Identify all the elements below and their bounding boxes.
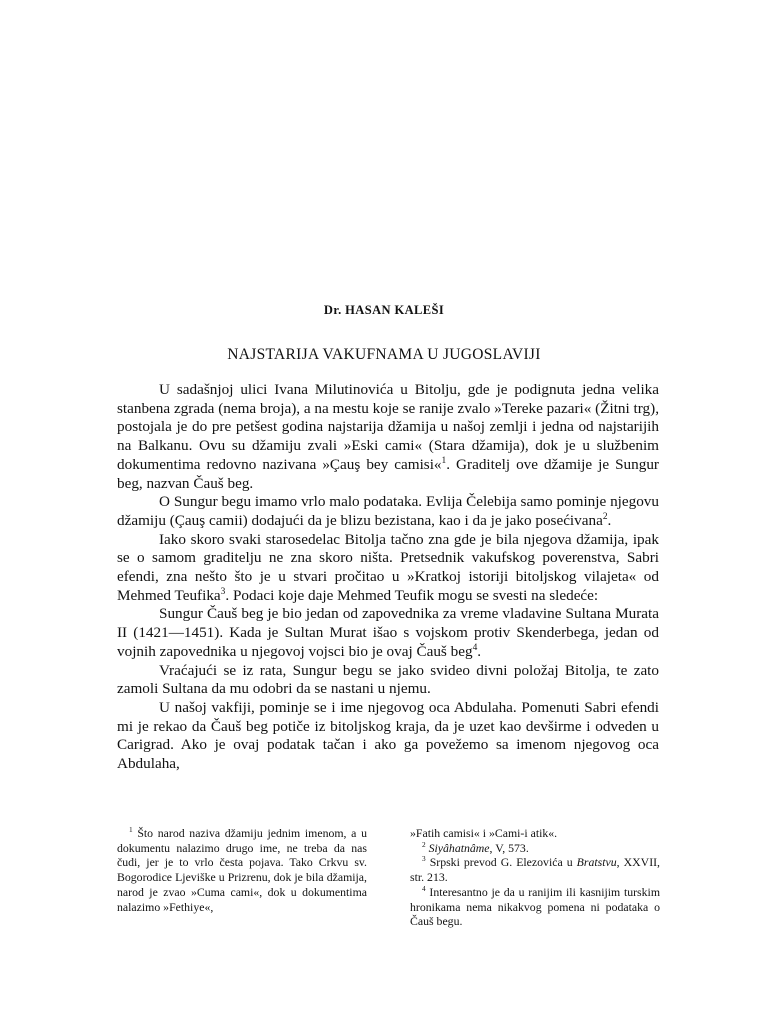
paragraph-5: Vraćajući se iz rata, Sungur begu se jako svideo divni položaj Bitolja, te zato zamoli Sultana da mu odobri da se nastani u njemu. (117, 661, 659, 698)
footnote-italic-title: Bratstvu (576, 855, 617, 870)
footnote-number: 3 (422, 854, 426, 864)
footnote-text: , XXVII, str. 213. (410, 855, 661, 885)
paragraph-text: Iako skoro svaki starosedelac Bitolja tačno zna gde je bila njegova džamija, ipak se o samom graditelju ne zna skoro ništa. Pretsednik vakufskog poverenstva, Sabri efendi, zna nešto što je u stvari pročitao u »Kratkoj istoriji bitoljskog vilajeta« od Mehmed Teufika (117, 530, 659, 604)
article-body (117, 381, 659, 774)
footnote-4 (410, 885, 660, 929)
author-name: Dr. HASAN KALEŠI (323, 303, 445, 317)
footnotes-left-column (117, 826, 367, 914)
paragraph-text: O Sungur begu imamo vrlo malo podataka. Evlija Čelebija samo pominje njegovu džamiju (Çauş camii) dodajući da je blizu bezistana, kao i da je jako posećivana (117, 493, 659, 529)
footnote-3 (410, 855, 660, 884)
footnote-number: 2 (422, 839, 426, 849)
paragraph-4 (117, 605, 659, 661)
footnote-ref: 2 (602, 511, 608, 522)
footnote-text: , V, 573. (489, 840, 529, 855)
paragraph-text: U sadašnjoj ulici Ivana Milutinovića u Bitolju, gde je podignuta jedna velika stanbena zgrada (nema broja), a na mestu koje se ranije zvalo »Tereke pazari« (Žitni trg), postojala je do pre petšest godina najstarija džamija u našoj zemlji i jedna od najstarijih na Balkanu. Ovu su džamiju zvali »Eski cami« (Stara džamija), dok je u službenim dokumentima redovno nazivana »Çauş bey camisi« (117, 381, 659, 473)
paragraph-6: U našoj vakfiji, pominje se i ime njegovog oca Abdulaha. Pomenuti Sabri efendi mi je rekao da Čauš beg potiče iz bitoljskog kraja, da je uzet kao devširme i odveden u Carigrad. Ako je ovaj podatak tačan i ako ga povežemo sa imenom njegovog oca Abdulaha, (117, 698, 659, 773)
paragraph-2 (117, 493, 659, 530)
paragraph-text: . (477, 642, 482, 660)
paragraph-3 (117, 531, 659, 606)
footnote-text: Što narod naziva džamiju jednim imenom, a u dokumentu nalazimo drugo ime, ne treba da nas čudi, jer je to vrlo česta pojava. Tako Crkvu sv. Bogorodice Ljeviške u Prizrenu, dok je bila džamija, narod je zvao »Cuma cami«, dok u dokumentima nalazimo »Fethiye«, (117, 826, 367, 914)
footnote-ref: 1 (441, 455, 447, 466)
footnote-1 (117, 826, 367, 914)
footnote-italic-title: Siyâhatnâme (428, 840, 490, 855)
footnote-1-continued: »Fatih camisi« i »Cami-i atik«. (410, 826, 558, 840)
paragraph-text: . Graditelj ove džamije je Sungur beg, nazvan Čauš beg. (117, 455, 659, 492)
footnote-2 (410, 841, 660, 856)
paragraph-text: . Podaci koje daje Mehmed Teufik mogu se svesti na sledeće: (225, 586, 599, 604)
footnote-ref: 3 (220, 586, 226, 597)
footnote-number: 4 (422, 883, 426, 893)
article-title: NAJSTARIJA VAKUFNAMA U JUGOSLAVIJI (227, 346, 541, 363)
footnote-text: Interesantno je da u ranijim ili kasnijim turskim hronikama nema nikakvog pomena ni podataka o Čauš begu. (410, 884, 660, 929)
paragraph-text: . (607, 511, 612, 529)
footnote-ref: 4 (472, 642, 478, 653)
footnotes-right-column (410, 826, 660, 929)
footnote-text: Srpski prevod G. Elezovića u (429, 855, 577, 870)
paragraph-1 (117, 381, 659, 493)
paragraph-text: Sungur Čauš beg je bio jedan od zapovednika za vreme vladavine Sultana Murata II (1421—1451). Kada je Sultan Murat išao s vojskom protiv Skenderbega, jedan od vojnih zapovednika u njegovoj vojsci bio je ovaj Čauš beg (117, 605, 659, 660)
footnote-number: 1 (129, 825, 133, 835)
